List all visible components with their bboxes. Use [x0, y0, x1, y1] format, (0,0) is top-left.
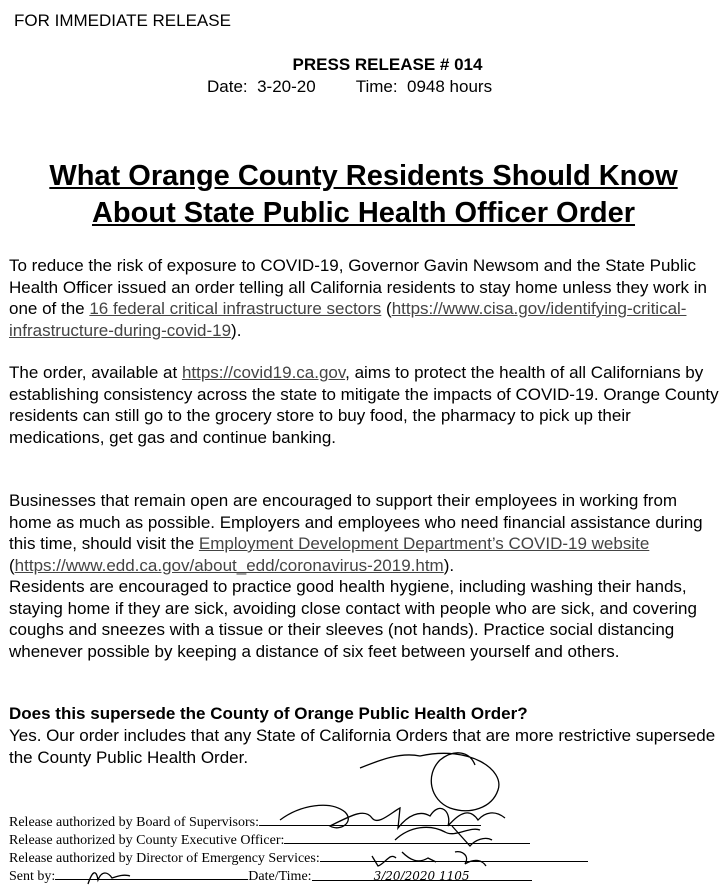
release-date: Date: 3-20-20: [207, 77, 316, 96]
ems-signature-line: [320, 850, 588, 862]
faq-question: Does this supersede the County of Orange Public Health Order?: [9, 704, 528, 723]
sent-by-label: Sent by:: [9, 869, 56, 884]
press-release-number: PRESS RELEASE # 014: [292, 55, 483, 74]
paragraph-hygiene: Residents are encouraged to practice good health hygiene, including washing their hands, staying home if they are sick, avoiding close contact with people who are sick, and covering coughs and sneezes with a tissue or their sleeves (not hands). Practice social distancing whenever possible by keeping a distance of six feet between yourself and others.: [9, 577, 697, 661]
p2-text-b: , aims to protect the health of all Californians by establishing consistency across the state to mitigate the impacts of COVID-19. Orange County residents can still go to the grocery store to buy food, the pharmacy to pick up their medications, get gas and continue banking.: [9, 363, 719, 447]
covid19-ca-link[interactable]: https://covid19.ca.gov: [181, 363, 346, 382]
ceo-signature-line: [284, 832, 530, 844]
ems-label: Release authorized by Director of Emergency Services:: [9, 851, 320, 866]
edd-url-link[interactable]: https://www.edd.ca.gov/about_edd/coronavirus-2019.htm: [14, 555, 444, 575]
cisa-url-link[interactable]: https://www.cisa.gov/identifying-critical-infrastructure-during-covid-19: [9, 299, 687, 340]
datetime-label: Date/Time:: [248, 869, 312, 884]
p3-end: ).: [443, 555, 455, 575]
sent-by-line: [55, 868, 248, 880]
p2-text-a: The order, available at: [9, 363, 182, 382]
p1-paren: (: [381, 299, 392, 318]
ceo-authorization: [9, 832, 530, 849]
sent-by-row: [9, 868, 532, 885]
edd-website-link[interactable]: Employment Development Department’s COVID-19 website: [198, 534, 650, 553]
release-time: Time: 0948 hours: [355, 77, 493, 96]
release-tag: FOR IMMEDIATE RELEASE: [14, 11, 231, 30]
datetime-line: [312, 869, 532, 881]
headline: [0, 158, 727, 232]
p3-text-a: Businesses that remain open are encouraged to support their employees in working from home as much as possible. Employers and employees who need financial assistance during this time, should visit the: [9, 491, 703, 553]
ems-authorization: [9, 850, 588, 867]
paragraph-businesses: [9, 490, 721, 576]
paragraph-stay-home: [9, 255, 721, 341]
headline-line-2: About State Public Health Officer Order: [91, 197, 636, 229]
critical-sectors-link[interactable]: 16 federal critical infrastructure sectors: [89, 299, 382, 318]
board-label: Release authorized by Board of Supervisors:: [9, 815, 259, 830]
date-time-line: [207, 77, 492, 97]
p1-text: To reduce the risk of exposure to COVID-19, Governor Gavin Newsom and the State Public Health Officer issued an order telling all California residents to stay home unless they work in one of the: [9, 256, 707, 318]
headline-line-1: What Orange County Residents Should Know: [49, 160, 678, 192]
p1-end: ).: [231, 320, 242, 340]
ceo-label: Release authorized by County Executive Officer:: [9, 833, 285, 848]
board-signature-line: [259, 814, 481, 826]
p3-paren: (: [9, 555, 15, 575]
datetime-handwritten: 3/20/2020 1105: [373, 869, 470, 883]
faq-answer: Yes. Our order includes that any State of California Orders that are more restrictive supersede the County Public Health Order.: [9, 726, 716, 767]
paragraph-order: [9, 362, 721, 448]
board-authorization: [9, 814, 481, 831]
